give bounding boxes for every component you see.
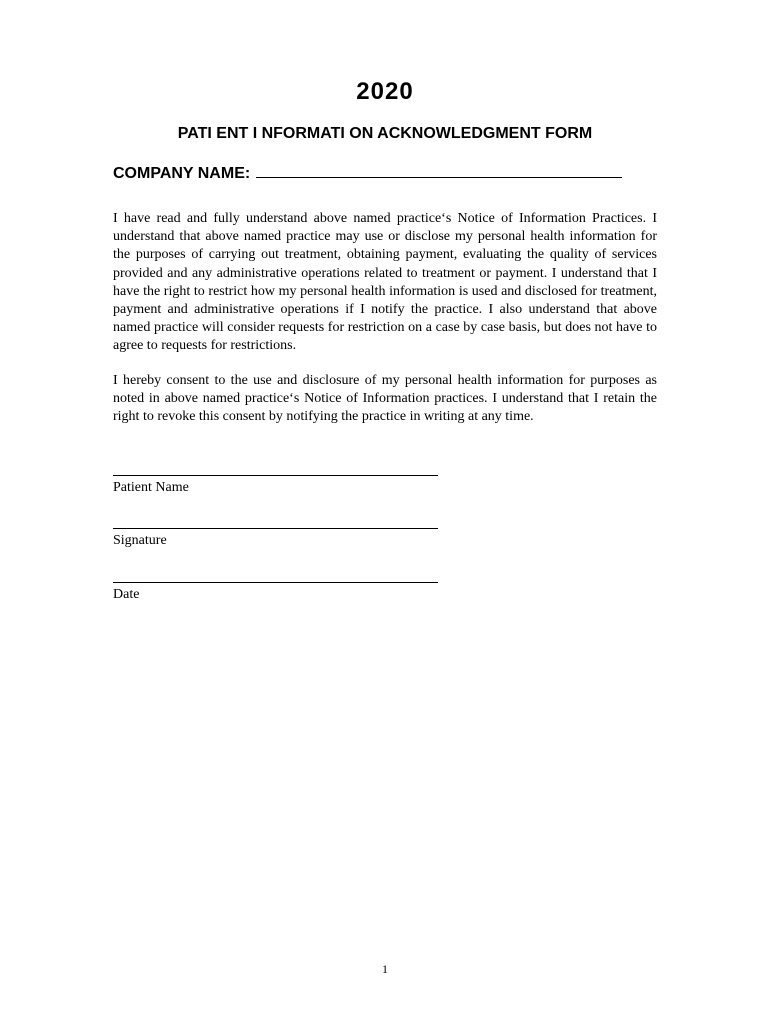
date-field (113, 582, 438, 603)
company-name-blank-line[interactable] (256, 163, 622, 178)
page-number: 1 (382, 962, 388, 976)
signature-label: Signature (113, 533, 167, 548)
company-name-row (113, 163, 673, 184)
signature-line[interactable] (113, 528, 438, 529)
company-name-label: COMPANY NAME: (113, 165, 251, 182)
patient-name-line[interactable] (113, 475, 438, 476)
form-title: PATI ENT I NFORMATI ON ACKNOWLEDGMENT FORM (177, 125, 593, 142)
date-line[interactable] (113, 582, 438, 583)
document-year: 2020 (356, 78, 414, 105)
acknowledgment-paragraph: I have read and fully understand above named practice‘s Notice of Information Practices. I understand that above named practice may use or disclose my personal health information for the purposes of carrying out treatment, obtaining payment, evaluating the quality of services provided and any administrative operations related to treatment or payment. I understand that I have the right to restrict how my personal health information is used and disclosed for treatment, payment and administrative operations if I notify the practice. I also understand that above named practice will consider requests for restriction on a case by case basis, but does not have to agree to requests for restrictions. (113, 211, 657, 354)
date-label: Date (113, 587, 140, 602)
signature-field (113, 528, 438, 549)
patient-name-label: Patient Name (113, 480, 189, 495)
consent-paragraph: I hereby consent to the use and disclosure of my personal health information for purposes as noted in above named practice‘s Notice of Information practices. I understand that I retain the right to revoke this consent by notifying the practice in writing at any time. (113, 373, 657, 425)
patient-name-field (113, 475, 438, 496)
